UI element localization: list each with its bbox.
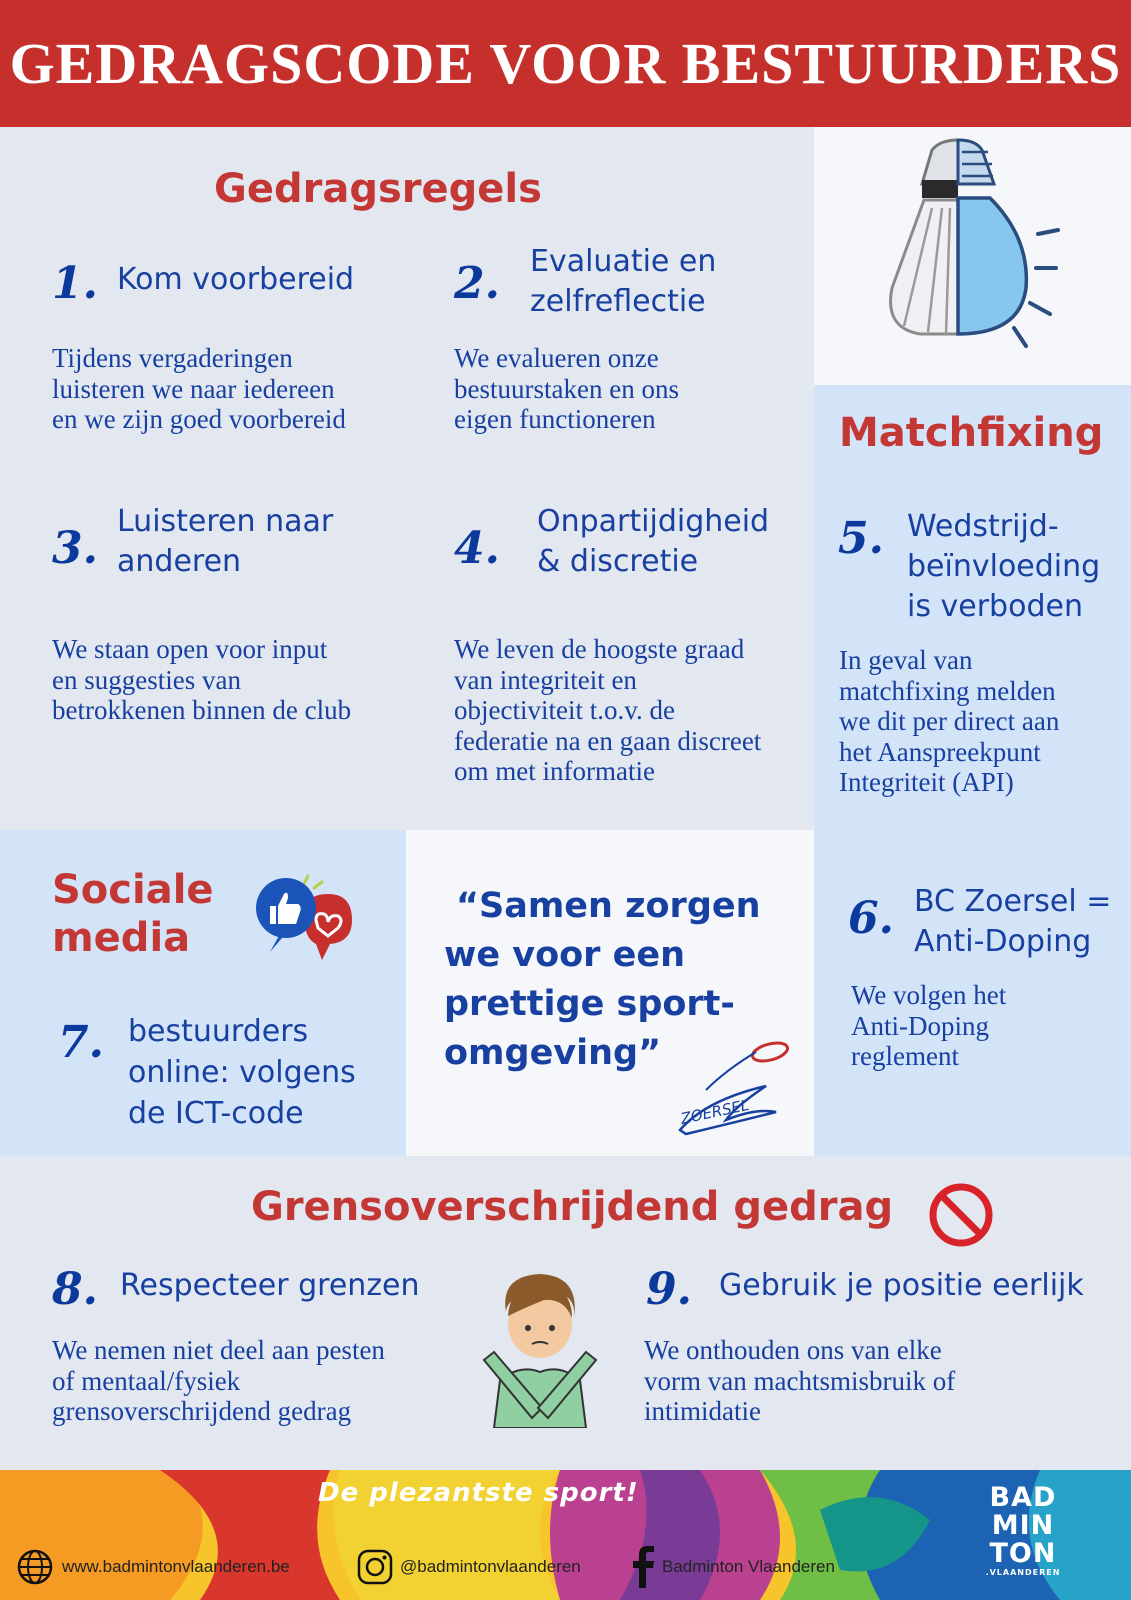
rule-number: 1. [52, 258, 98, 309]
thumbs-up-heart-icon [252, 872, 364, 968]
rule-heading: Luisteren naar anderen [117, 504, 334, 579]
no-entry-icon [928, 1182, 994, 1248]
rule-number: 5. [838, 513, 884, 564]
website-link[interactable]: www.badmintonvlaanderen.be [62, 1557, 290, 1576]
rule-body: We nemen niet deel aan pesten of mentaal/fysiek grensoverschrijdend gedrag [52, 1335, 385, 1426]
rule-heading: Respecteer grenzen [120, 1268, 420, 1303]
rule-body: We onthouden ons van elke vorm van machtsmisbruik of intimidatie [644, 1335, 956, 1426]
rule-heading: Evaluatie en zelfreflectie [530, 244, 717, 319]
rule-body: We volgen het Anti-Doping reglement [851, 980, 1007, 1071]
footer [0, 1470, 1131, 1600]
rule-heading: bestuurders online: volgens de ICT-code [128, 1014, 356, 1131]
instagram-link[interactable]: @badmintonvlaanderen [400, 1557, 581, 1576]
rule-number: 4. [454, 523, 500, 574]
footer-slogan: De plezantste sport! [318, 1478, 639, 1508]
shuttlecock-lightbulb-icon [880, 138, 1080, 374]
facebook-link[interactable]: Badminton Vlaanderen [662, 1557, 835, 1576]
quote-text: “Samen zorgen we voor een prettige sport- omgeving” [444, 886, 761, 1073]
globe-icon [16, 1548, 54, 1586]
rule-number: 6. [848, 893, 894, 944]
crossed-arms-person-icon [480, 1268, 600, 1428]
rule-number: 9. [646, 1264, 692, 1315]
section-title-grensoverschrijdend: Grensoverschrijdend gedrag [251, 1184, 894, 1230]
rule-body: We leven de hoogste graad van integriteit en objectiviteit t.o.v. de federatie na en gaan discreet om met informatie [454, 634, 762, 786]
rule-heading: Kom voorbereid [117, 262, 355, 297]
rule-body: Tijdens vergaderingen luisteren we naar iedereen en we zijn goed voorbereid [52, 343, 346, 434]
section-title-sociale-media: Sociale media [52, 867, 214, 961]
rule-number: 2. [454, 258, 500, 309]
section-title-gedragsregels: Gedragsregels [214, 166, 542, 212]
rule-heading: BC Zoersel = Anti-Doping [914, 884, 1112, 959]
rule-body: We evalueren onze bestuurstaken en ons eigen functioneren [454, 343, 679, 434]
rule-heading: Onpartijdigheid & discretie [537, 504, 770, 579]
rule-number: 7. [58, 1017, 104, 1068]
rule-number: 8. [52, 1264, 98, 1315]
logo-text: ZOERSEL [679, 1095, 751, 1128]
section-title-matchfixing: Matchfixing [839, 410, 1104, 456]
page-title: GEDRAGSCODE VOOR BESTUURDERS [0, 0, 1131, 127]
rule-body: We staan open voor input en suggesties van betrokkenen binnen de club [52, 634, 352, 725]
rule-heading: Wedstrijd- beïnvloeding is verboden [907, 509, 1101, 624]
facebook-icon [632, 1546, 656, 1588]
instagram-icon [356, 1548, 394, 1586]
rule-body: In geval van matchfixing melden we dit per direct aan het Aanspreekpunt Integriteit (API) [839, 645, 1060, 797]
rule-number: 3. [52, 523, 98, 574]
rule-heading: Gebruik je positie eerlijk [719, 1268, 1084, 1303]
badminton-vlaanderen-logo: BAD MIN TON .VLAANDEREN [985, 1482, 1061, 1577]
club-logo-zoersel [666, 1030, 796, 1142]
